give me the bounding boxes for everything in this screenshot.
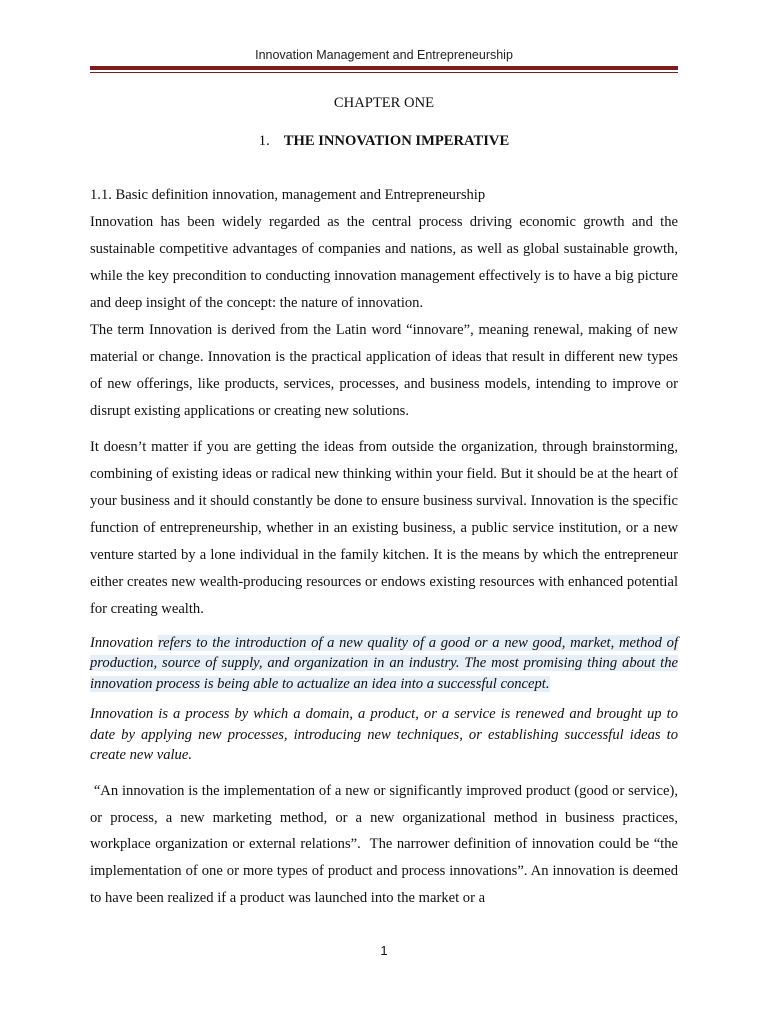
section-heading <box>90 130 678 152</box>
page-number: 1 <box>380 943 388 958</box>
paragraph-1: Innovation has been widely regarded as the central process driving economic growth and the sustainable competitive advantages of companies and nations, as well as global sustainable growth, while the key precondition to conducting innovation management effectively is to have a big picture and deep insight of the concept: the nature of innovation. <box>90 213 678 311</box>
highlighted-text: refers to the introduction of a new quality of a good or a new good, market, method of production, source of supply, and organization in an industry. The most promising thing about the innovation process is being able to actualize an idea into a successful concept. <box>90 634 678 692</box>
section-number: 1. <box>258 133 270 149</box>
paragraph-3: It doesn’t matter if you are getting the ideas from outside the organization, through brainstorming, combining of existing ideas or radical new thinking within your field. But it should be at the heart of your business and it should constantly be done to ensure business survival. Innovation is the specific function of entrepreneurship, whether in an existing business, a public service institution, or a new venture started by a lone individual in the family kitchen. It is the means by which the entrepreneur either creates new wealth-producing resources or endows existing resources with enhanced potential for creating wealth. <box>90 438 678 617</box>
italic-definition-2: Innovation is a process by which a domain, a product, or a service is renewed and brought up to date by applying new processes, introducing new techniques, or establishing successful ideas to create new value. <box>90 706 678 764</box>
section-title: THE INNOVATION IMPERATIVE <box>283 133 510 149</box>
subsection-heading: 1.1. Basic definition innovation, management and Entrepreneurship <box>90 187 486 203</box>
header-rule-thick <box>90 66 678 70</box>
italic-definition-lead: Innovation <box>90 634 158 651</box>
header-rule-thin <box>90 72 678 73</box>
chapter-title: CHAPTER ONE <box>333 95 435 111</box>
paragraph-2: The term Innovation is derived from the Latin word “innovare”, meaning renewal, making of new material or change. Innovation is the practical application of ideas that result in different new types of new offerings, like products, services, processes, and business models, intending to improve or disrupt existing applications or creating new solutions. <box>90 321 678 419</box>
running-header: Innovation Management and Entrepreneurship <box>255 48 513 62</box>
paragraph-4: “An innovation is the implementation of a new or significantly improved product (good or service), or process, a new marketing method, or a new organizational method in business practices, workplace organization or external relations”. The narrower definition of innovation could be “the implementation of one or more types of product and process innovations”. An innovation is deemed to have been realized if a product was launched into the market or a <box>90 782 678 906</box>
italic-definition-1 <box>90 633 678 695</box>
page-body <box>90 92 678 911</box>
